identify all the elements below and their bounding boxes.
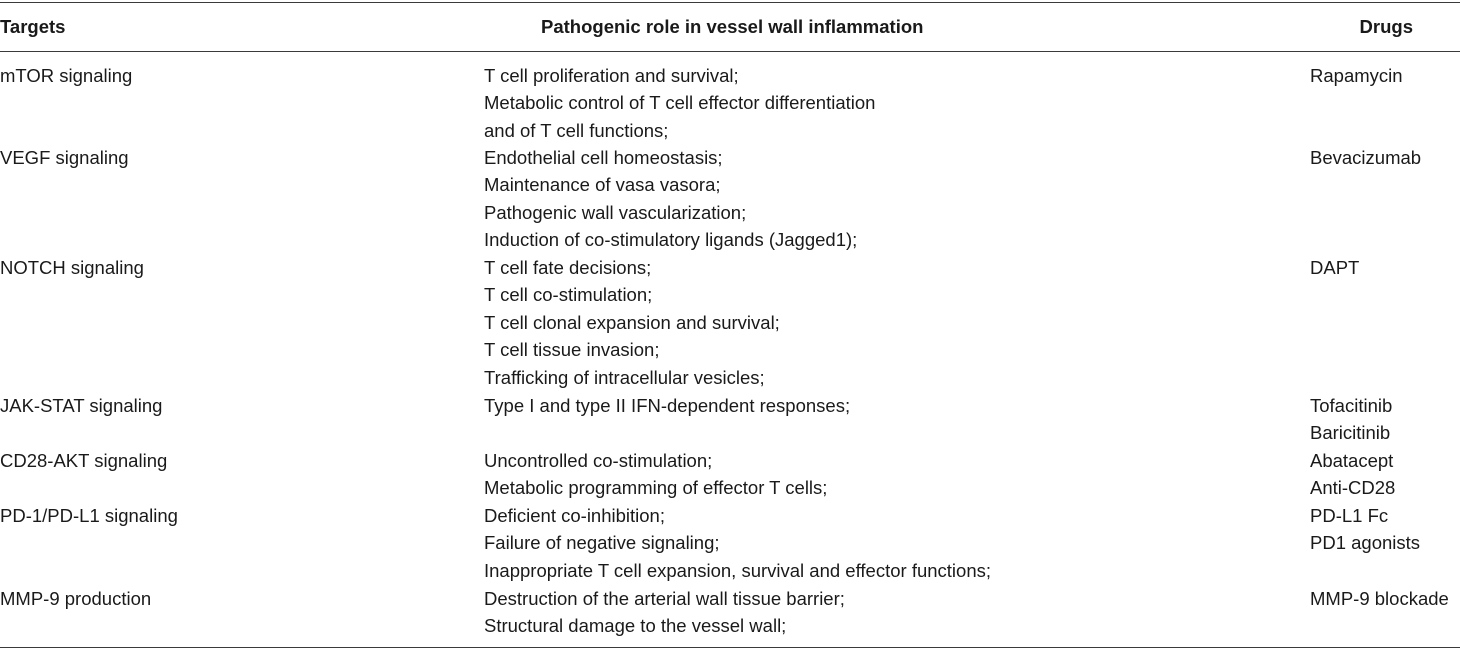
role-line: Endothelial cell homeostasis; <box>484 147 723 168</box>
table-row-drugs <box>1310 62 1403 89</box>
table-row-drugs <box>1310 392 1392 447</box>
role-line: and of T cell functions; <box>484 119 669 141</box>
role-line: Inappropriate T cell expansion, survival and effector functions; <box>484 559 991 581</box>
table-top-rule <box>0 2 1460 3</box>
role-line: Metabolic control of T cell effector differentiation <box>484 92 876 114</box>
header-pathogenic-role: Pathogenic role in vessel wall inflammation <box>541 16 924 37</box>
table-row-target: PD-1/PD-L1 signaling <box>0 505 178 526</box>
role-line: Failure of negative signaling; <box>484 532 720 554</box>
role-line: T cell proliferation and survival; <box>484 65 739 86</box>
drug-line: Bevacizumab <box>1310 147 1422 168</box>
drug-line: Anti-CD28 <box>1310 477 1396 499</box>
table-row-roles <box>484 254 780 391</box>
table-row-roles <box>484 392 850 419</box>
drug-line: Tofacitinib <box>1310 395 1393 416</box>
role-line: T cell clonal expansion and survival; <box>484 311 780 333</box>
role-line: Structural damage to the vessel wall; <box>484 615 787 637</box>
role-line: Induction of co-stimulatory ligands (Jagged1); <box>484 229 858 251</box>
table-row-roles <box>484 585 845 640</box>
drug-line: MMP-9 blockade <box>1310 588 1449 609</box>
table-row-drugs <box>1310 254 1359 281</box>
role-line: Uncontrolled co-stimulation; <box>484 450 713 471</box>
table-row-drugs <box>1310 447 1395 502</box>
role-line: T cell fate decisions; <box>484 257 652 278</box>
table-row-target: MMP-9 production <box>0 588 152 609</box>
drug-line: Rapamycin <box>1310 65 1403 86</box>
role-line: Pathogenic wall vascularization; <box>484 201 747 223</box>
role-line: Maintenance of vasa vasora; <box>484 174 721 196</box>
header-targets: Targets <box>0 16 66 37</box>
drug-line: PD-L1 Fc <box>1310 505 1389 526</box>
table-row-roles <box>484 144 857 254</box>
drug-line: Baricitinib <box>1310 422 1391 444</box>
table-row-target: JAK-STAT signaling <box>0 395 163 416</box>
table-row-target: CD28-AKT signaling <box>0 450 168 471</box>
role-line: Type I and type II IFN-dependent responses; <box>484 395 851 416</box>
table-row-target: NOTCH signaling <box>0 257 144 278</box>
drug-line: Abatacept <box>1310 450 1394 471</box>
header-drugs: Drugs <box>1359 16 1413 37</box>
role-line: Destruction of the arterial wall tissue barrier; <box>484 588 845 609</box>
table-row-drugs <box>1310 144 1421 171</box>
table-row-target: VEGF signaling <box>0 147 129 168</box>
table-row-roles <box>484 62 875 144</box>
table-row-target: mTOR signaling <box>0 65 133 86</box>
table-row-roles <box>484 502 991 584</box>
role-line: T cell tissue invasion; <box>484 339 660 361</box>
role-line: Deficient co-inhibition; <box>484 505 665 526</box>
table-row-drugs <box>1310 585 1449 612</box>
table-row-drugs <box>1310 502 1420 557</box>
table-bottom-rule <box>0 647 1460 648</box>
table-header-rule <box>0 51 1460 52</box>
role-line: Metabolic programming of effector T cells; <box>484 477 828 499</box>
role-line: T cell co-stimulation; <box>484 284 653 306</box>
drug-line: DAPT <box>1310 257 1360 278</box>
role-line: Trafficking of intracellular vesicles; <box>484 366 765 388</box>
table-row-roles <box>484 447 827 502</box>
drug-line: PD1 agonists <box>1310 532 1421 554</box>
